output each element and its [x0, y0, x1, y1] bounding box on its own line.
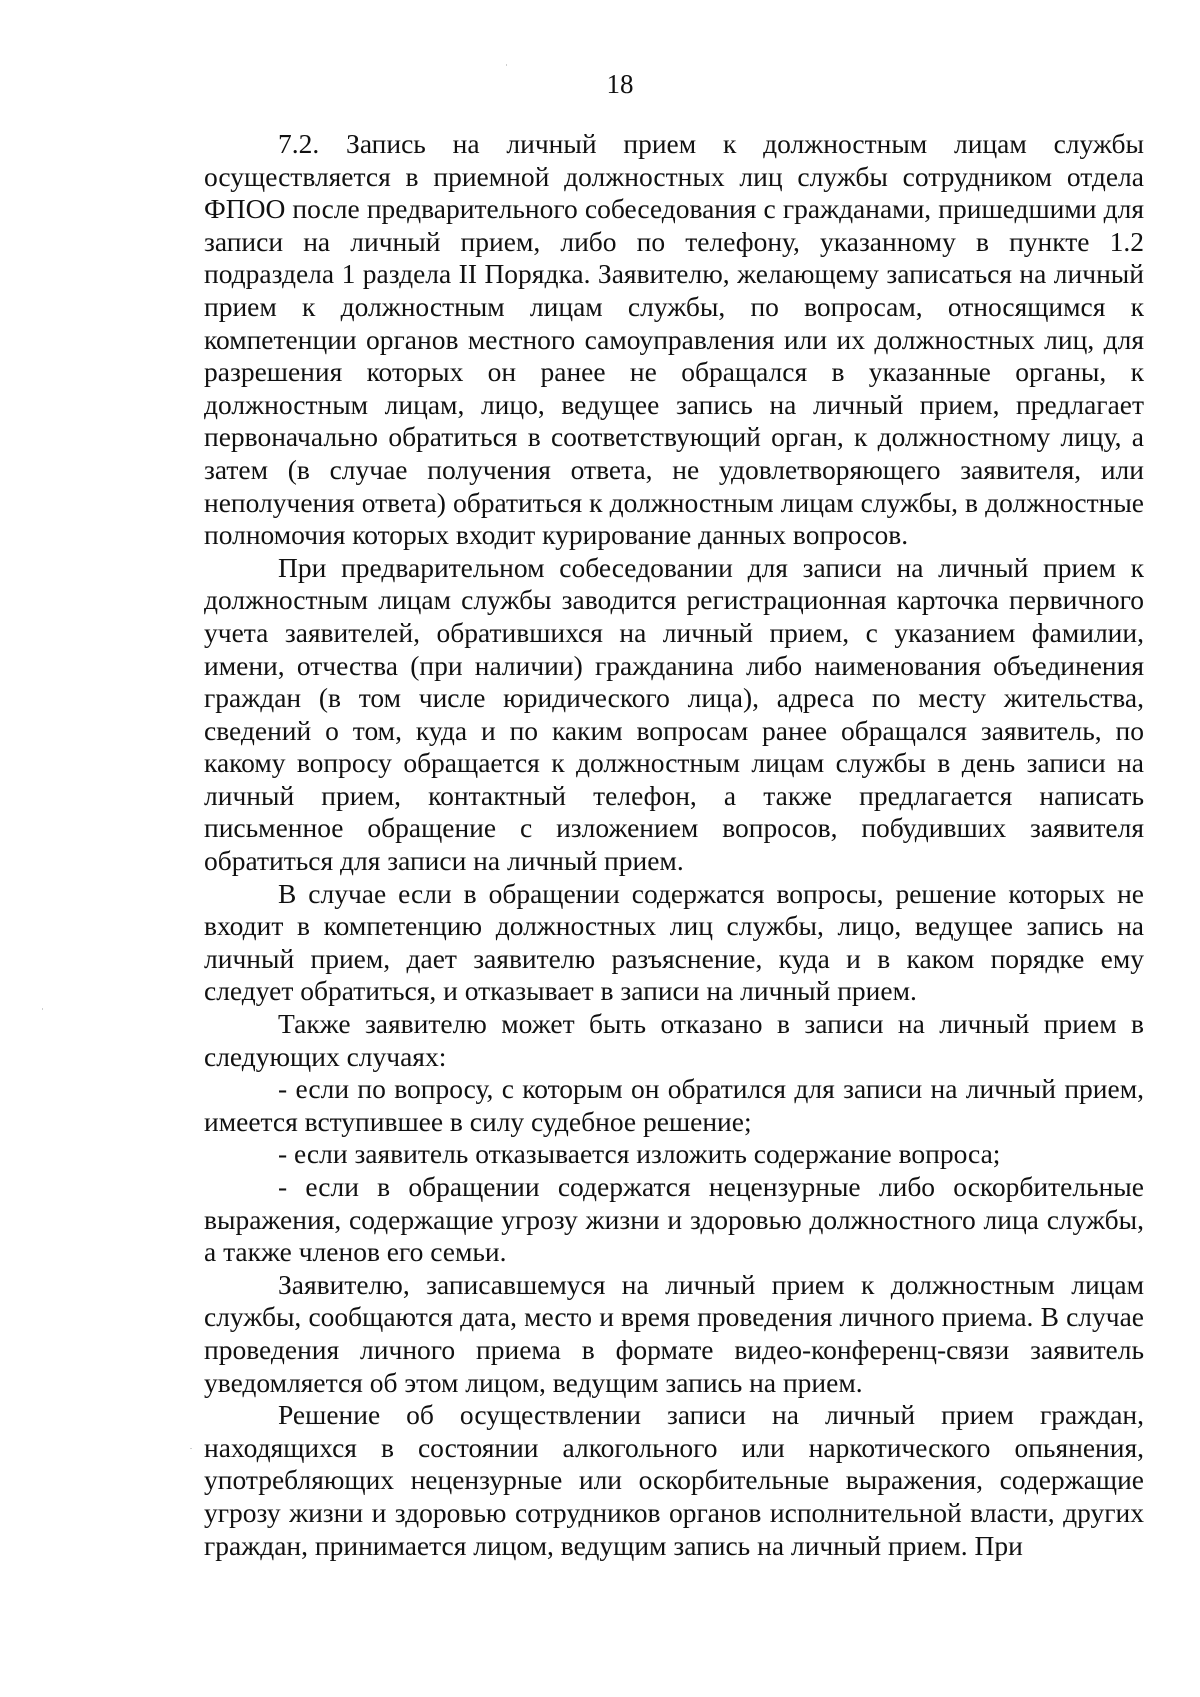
- paragraph-7-2: 7.2. Запись на личный прием к должностным лицам службы осуществляется в приемной должностных лиц службы сотрудником отдела ФПОО после предварительного собеседования с гражданами, пришедшими для записи на личный прием, либо по телефону, указанному в пункте 1.2 подраздела 1 раздела II Порядка. Заявителю, желающему записаться на личный прием к должностным лицам службы, по вопросам, относящимся к компетенции органов местного самоуправления или их должностных лиц, для разрешения которых он ранее не обращался в указанные органы, к должностным лицам, лицо, ведущее запись на личный прием, предлагает первоначально обратиться в соответствующий орган, к должностному лицу, а затем (в случае получения ответа, не удовлетворяющего заявителя, или неполучения ответа) обратиться к должностным лицам службы, в должностные полномочия которых входит курирование данных вопросов.: [204, 128, 1144, 551]
- list-item-refuses-to-state: - если заявитель отказывается изложить содержание вопроса;: [278, 1138, 1001, 1170]
- scan-speck: [190, 1448, 192, 1449]
- paragraph-intoxicated-citizens: Решение об осуществлении записи на личный прием граждан, находящихся в состоянии алкогольного или наркотического опьянения, употребляющих нецензурные или оскорбительные выражения, содержащие угрозу жизни и здоровью сотрудников органов исполнительной власти, других граждан, принимается лицом, ведущим запись на личный прием. При: [204, 1399, 1144, 1561]
- page-number: 18: [606, 69, 634, 99]
- scan-speck: [506, 64, 507, 66]
- paragraph-appointment-notice: Заявителю, записавшемуся на личный прием к должностным лицам службы, сообщаются дата, место и время проведения личного приема. В случае проведения личного приема в формате видео-конференц-связи заявитель уведомляется об этом лицом, ведущим запись на прием.: [204, 1268, 1144, 1398]
- scan-speck: [42, 1008, 43, 1010]
- list-item-obscene-expressions: - если в обращении содержатся нецензурные либо оскорбительные выражения, содержащие угрозу жизни и здоровью должностного лица службы, а также членов его семьи.: [204, 1171, 1144, 1268]
- paragraph-out-of-competence: В случае если в обращении содержатся вопросы, решение которых не входит в компетенцию должностных лиц службы, лицо, ведущее запись на личный прием, дает заявителю разъяснение, куда и в каком порядке ему следует обратиться, и отказывает в записи на личный прием.: [204, 877, 1144, 1007]
- paragraph-preliminary-interview: При предварительном собеседовании для записи на личный прием к должностным лицам службы заводится регистрационная карточка первичного учета заявителей, обратившихся на личный прием, с указанием фамилии, имени, отчества (при наличии) гражданина либо наименования объединения граждан (в том числе юридического лица), адреса по месту жительства, сведений о том, куда и по каким вопросам ранее обращался заявитель, по какому вопросу обращается к должностным лицам службы в день записи на личный прием, контактный телефон, а также предлагается написать письменное обращение с изложением вопросов, побудивших заявителя обратиться для записи на личный прием.: [204, 551, 1144, 877]
- body-text: [204, 128, 1144, 1562]
- list-item-court-decision: - если по вопросу, с которым он обратился для записи на личный прием, имеется вступившее в силу судебное решение;: [204, 1073, 1144, 1137]
- paragraph-refusal-cases: Также заявителю может быть отказано в записи на личный прием в следующих случаях:: [204, 1008, 1144, 1072]
